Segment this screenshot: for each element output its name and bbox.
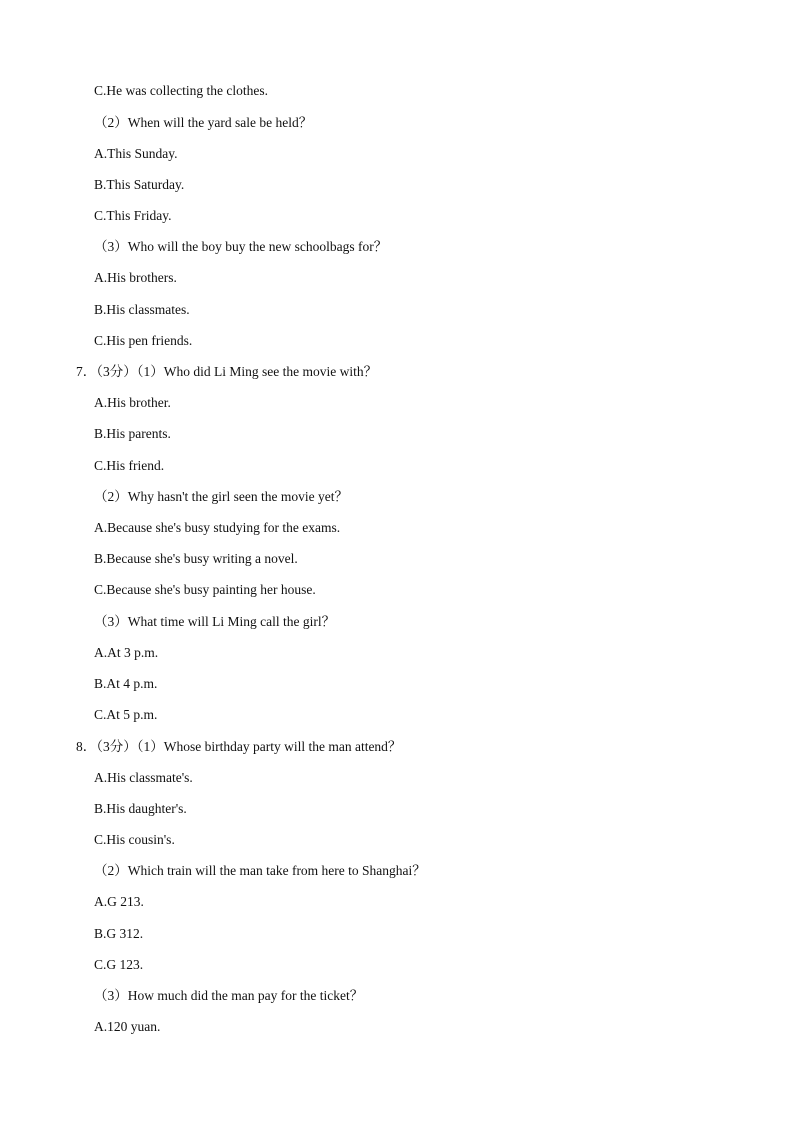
q8-sub2-option-a: A.G 213. bbox=[94, 894, 144, 909]
q7-stem: 7．（3分）（1）Who did Li Ming see the movie with？ bbox=[76, 364, 378, 379]
q6-sub3-option-c: C.His pen friends. bbox=[94, 333, 193, 348]
q7-sub1-option-b: B.His parents. bbox=[94, 426, 171, 441]
q8-sub1-option-a: A.His classmate's. bbox=[94, 770, 193, 785]
q7-sub2-stem: （2）Why hasn't the girl seen the movie yet？ bbox=[94, 489, 349, 504]
q8-sub2-stem: （2）Which train will the man take from here to Shanghai？ bbox=[94, 863, 426, 878]
q6-sub3-option-a: A.His brothers. bbox=[94, 270, 177, 285]
q6-sub2-option-a: A.This Sunday. bbox=[94, 146, 178, 161]
q7-sub2-option-a: A.Because she's busy studying for the exams. bbox=[94, 520, 341, 535]
q8-sub3-stem: （3）How much did the man pay for the ticket？ bbox=[94, 988, 364, 1003]
q6-sub2-stem: （2）When will the yard sale be held？ bbox=[94, 115, 313, 130]
q7-sub2-option-c: C.Because she's busy painting her house. bbox=[94, 582, 316, 597]
q6-sub3-stem: （3）Who will the boy buy the new schoolbags for？ bbox=[94, 239, 388, 254]
q8-sub2-option-b: B.G 312. bbox=[94, 926, 144, 941]
q6-sub2-option-b: B.This Saturday. bbox=[94, 177, 185, 192]
q6-sub2-option-c: C.This Friday. bbox=[94, 208, 172, 223]
q7-sub2-option-b: B.Because she's busy writing a novel. bbox=[94, 551, 298, 566]
q8-sub1-option-b: B.His daughter's. bbox=[94, 801, 187, 816]
q7-sub3-option-a: A.At 3 p.m. bbox=[94, 645, 159, 660]
q8-stem: 8．（3分）（1）Whose birthday party will the man attend？ bbox=[76, 739, 402, 754]
q7-sub1-option-c: C.His friend. bbox=[94, 458, 165, 473]
q8-sub1-option-c: C.His cousin's. bbox=[94, 832, 175, 847]
q6-sub3-option-b: B.His classmates. bbox=[94, 302, 190, 317]
q8-sub2-option-c: C.G 123. bbox=[94, 957, 144, 972]
q7-sub1-option-a: A.His brother. bbox=[94, 395, 171, 410]
q8-sub3-option-a: A.120 yuan. bbox=[94, 1019, 161, 1034]
q6-sub1-option-c: C.He was collecting the clothes. bbox=[94, 83, 268, 98]
q7-sub3-option-c: C.At 5 p.m. bbox=[94, 707, 158, 722]
q7-sub3-option-b: B.At 4 p.m. bbox=[94, 676, 158, 691]
q7-sub3-stem: （3）What time will Li Ming call the girl？ bbox=[94, 614, 336, 629]
